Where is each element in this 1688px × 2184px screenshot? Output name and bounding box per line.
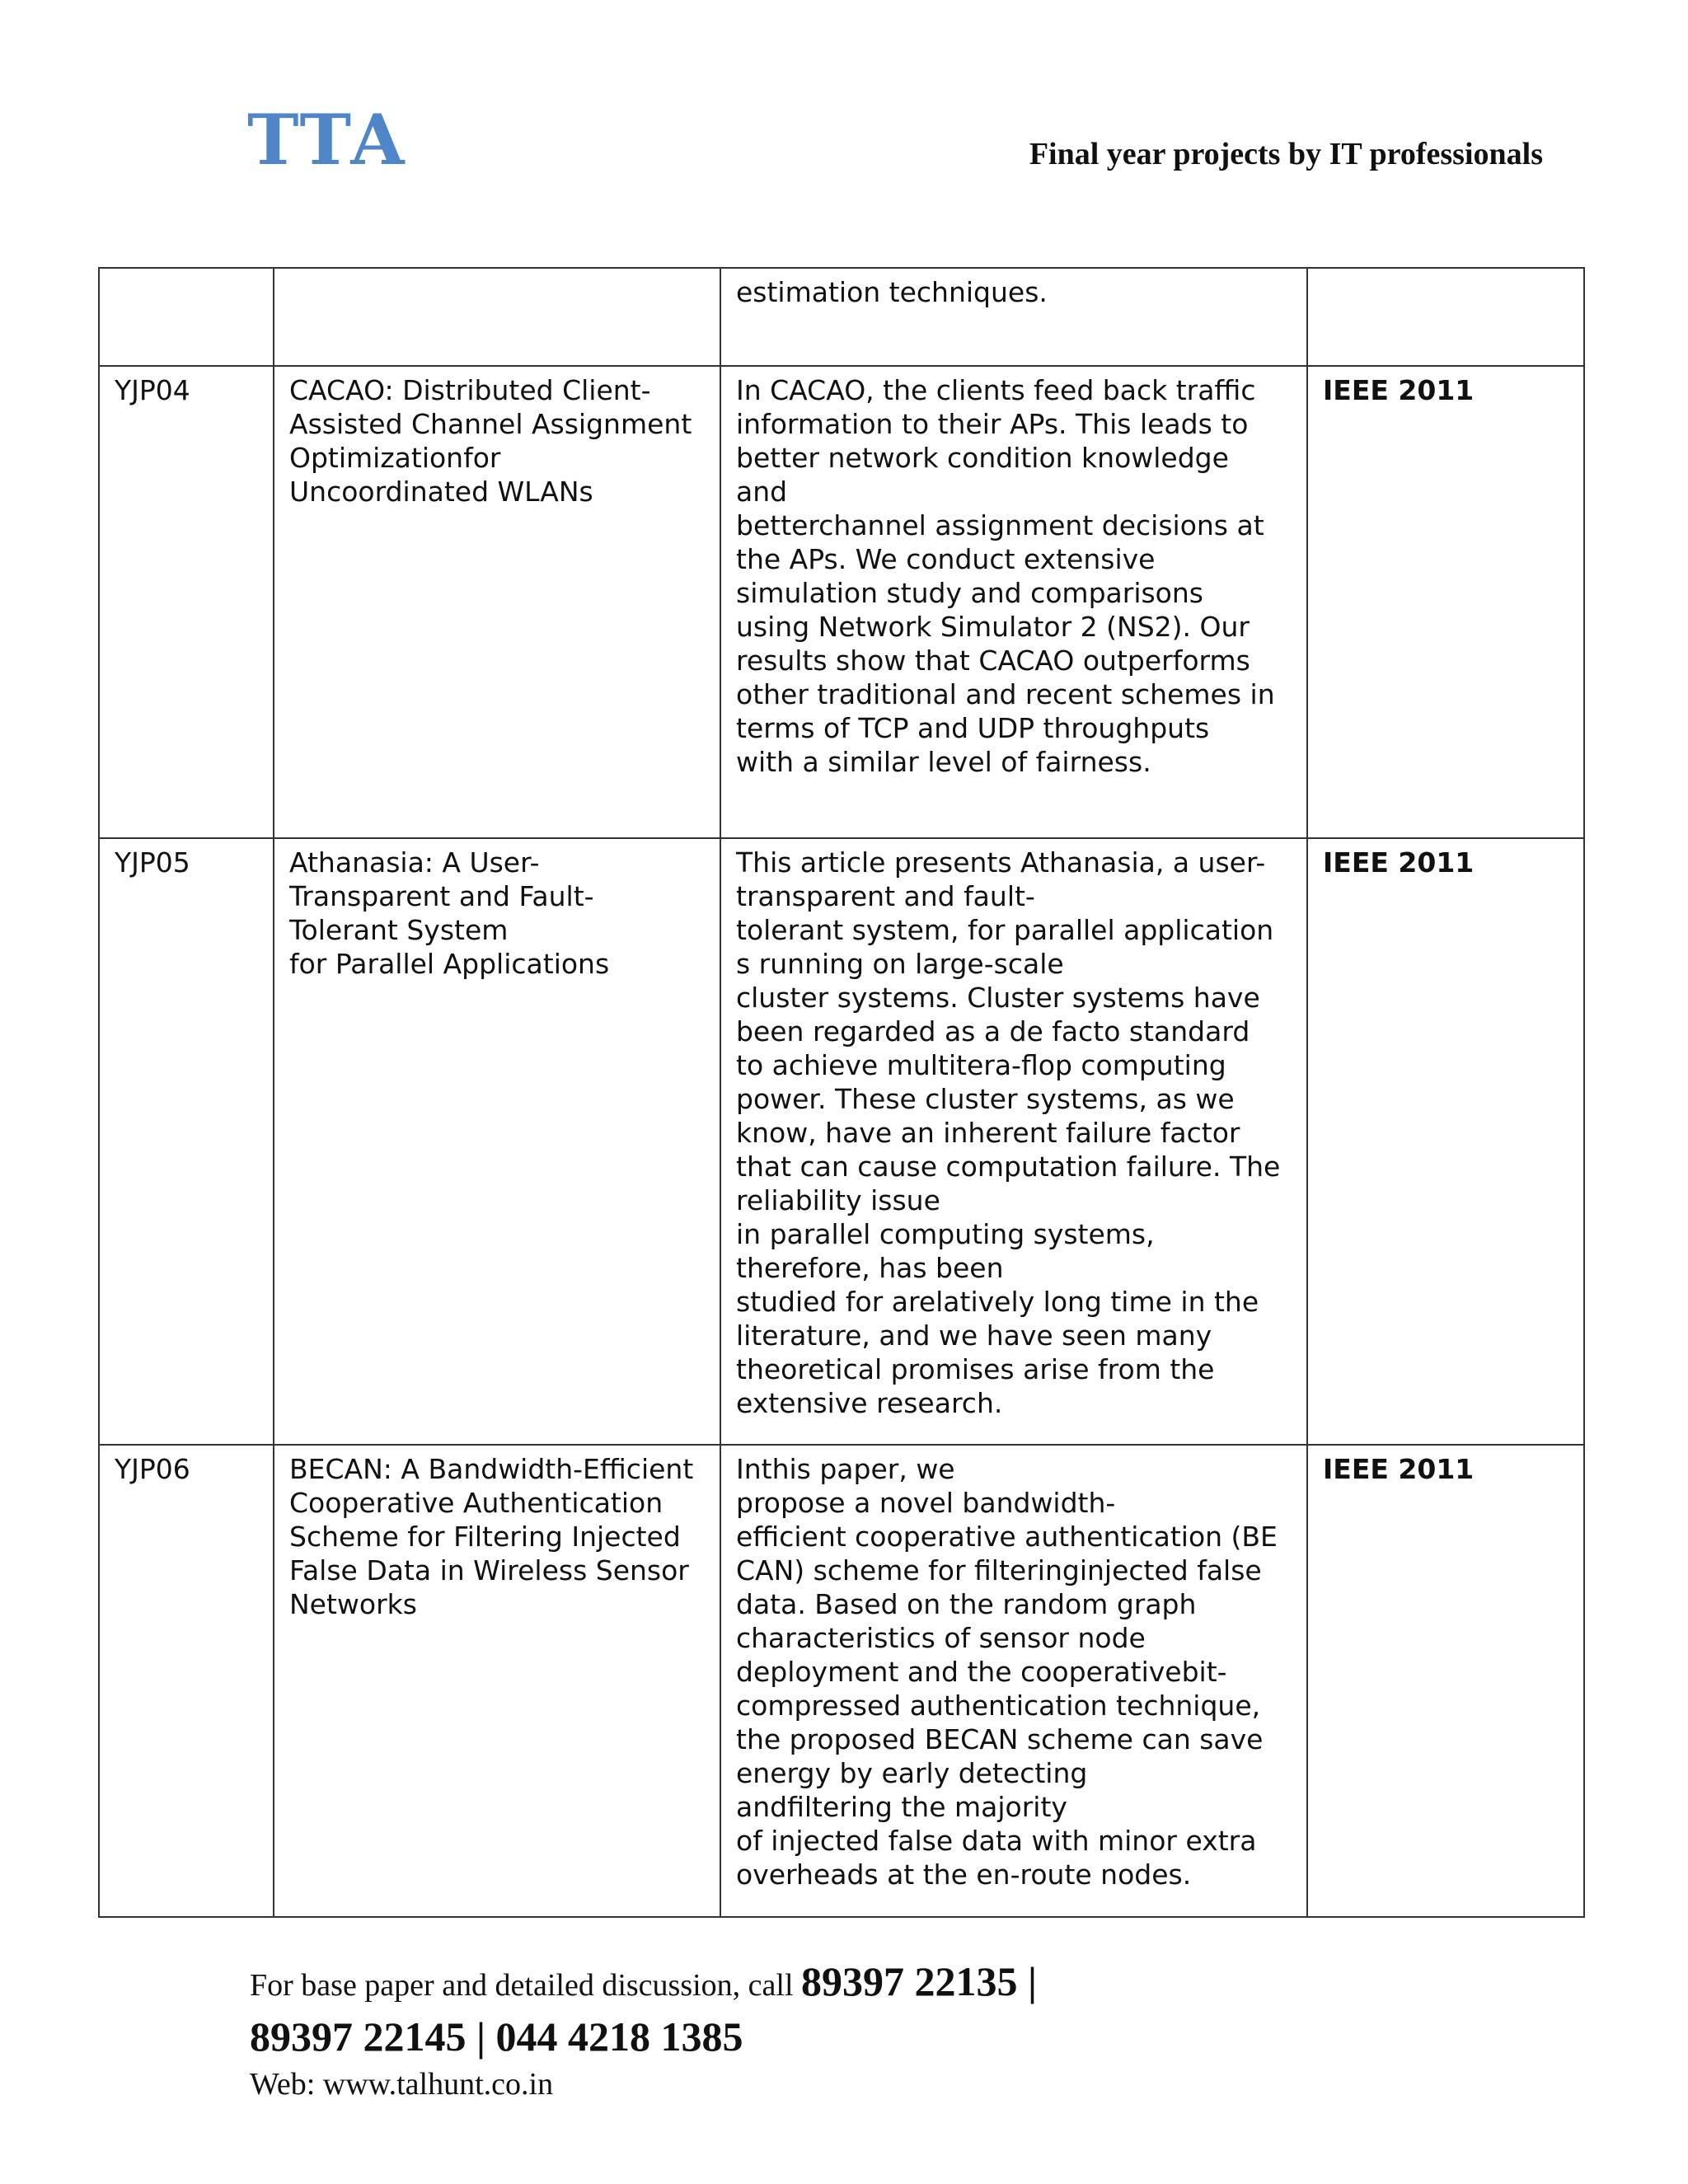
table-row <box>99 268 1584 366</box>
project-id <box>99 268 274 366</box>
website-text: Web: www.talhunt.co.in <box>250 2067 554 2102</box>
project-id: YJP06 <box>99 1445 274 1917</box>
projects-table <box>98 267 1585 1918</box>
table-row <box>99 838 1584 1445</box>
phone-numbers: 89397 22145 | 044 4218 1385 <box>250 2013 743 2060</box>
phone-primary: 89397 22135 | <box>801 1958 1038 2004</box>
project-year: IEEE 2011 <box>1307 1445 1584 1917</box>
project-title: BECAN: A Bandwidth-Efficient Cooperative Authentication Scheme for Filtering Injected False Data in Wireless Sensor Networks <box>274 1445 720 1917</box>
header-tagline: Final year projects by IT professionals <box>1029 137 1543 171</box>
project-title: CACAO: Distributed Client- Assisted Channel Assignment Optimizationfor Uncoordinated WLANs <box>274 366 720 838</box>
project-abstract: Inthis paper, we propose a novel bandwidth- efficient cooperative authentication (BE CAN) scheme for filteringinjected false data. Based on the random graph characteristics of sensor node deployment and the cooperativebit- compressed authentication technique, the proposed BECAN scheme can save energy by early detecting andfiltering the majority of injected false data with minor extra overheads at the en-route nodes. <box>720 1445 1307 1917</box>
table-row <box>99 1445 1584 1917</box>
project-year <box>1307 268 1584 366</box>
table-row <box>99 366 1584 838</box>
project-id: YJP04 <box>99 366 274 838</box>
project-abstract: This article presents Athanasia, a user- transparent and fault- tolerant system, for parallel application s running on large-scale cluster systems. Cluster systems have been regarded as a de facto standard to achieve multitera-flop computing power. These cluster systems, as we know, have an inherent failure factor that can cause computation failure. The reliability issue in parallel computing systems, therefore, has been studied for arelatively long time in the literature, and we have seen many theoretical promises arise from the extensive research. <box>720 838 1307 1445</box>
contact-footer <box>250 1957 1037 2106</box>
project-title <box>274 268 720 366</box>
project-year: IEEE 2011 <box>1307 838 1584 1445</box>
project-title: Athanasia: A User- Transparent and Fault- Tolerant System for Parallel Applications <box>274 838 720 1445</box>
footer-line-call <box>250 1957 1037 2010</box>
project-year: IEEE 2011 <box>1307 366 1584 838</box>
company-logo: TTA <box>247 99 408 180</box>
project-abstract: estimation techniques. <box>720 268 1307 366</box>
project-id: YJP05 <box>99 838 274 1445</box>
project-abstract: In CACAO, the clients feed back traffic information to their APs. This leads to better network condition knowledge and betterchannel assignment decisions at the APs. We conduct extensive simulation study and comparisons using Network Simulator 2 (NS2). Our results show that CACAO outperforms other traditional and recent schemes in terms of TCP and UDP throughputs with a similar level of fairness. <box>720 366 1307 838</box>
footer-intro: For base paper and detailed discussion, call <box>250 1968 802 2003</box>
